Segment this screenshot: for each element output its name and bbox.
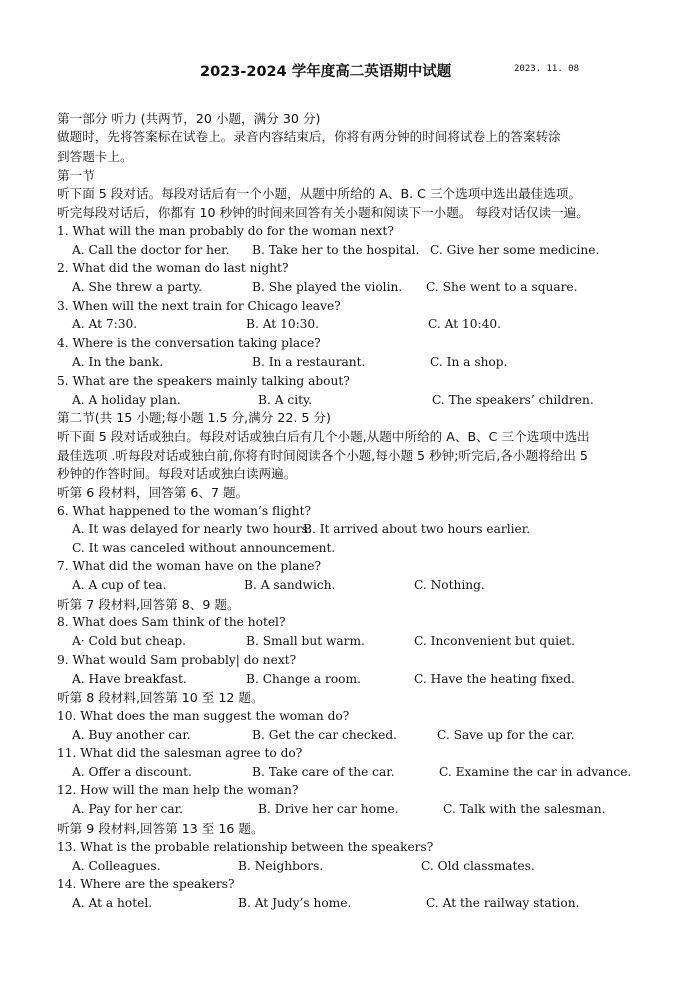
answer-option: B. Drive her car home.: [258, 802, 399, 816]
answer-option: A. Buy another car.: [72, 728, 191, 742]
question-text: 3. When will the next train for Chicago leave?: [57, 299, 341, 313]
question-text: 6. What happened to the woman’s flight?: [57, 504, 312, 518]
answer-option: A. At a hotel.: [72, 896, 153, 910]
answer-option: A. At 7:30.: [72, 317, 138, 331]
section-text: 听完每段对话后，你都有 10 秒钟的时间来回答有关小题和阅读下一小题。 每段对话仅读一遍。: [57, 205, 589, 220]
answer-option: B. Take her to the hospital.: [252, 243, 420, 257]
question-text: 7. What did the woman have on the plane?: [57, 559, 321, 573]
question-text: 14. Where are the speakers?: [57, 877, 235, 891]
answer-option: B. A sandwich.: [244, 578, 336, 592]
answer-option: C. Save up for the car.: [437, 728, 575, 742]
answer-option: C. Examine the car in advance.: [439, 765, 632, 779]
section-text: 听下面 5 段对话或独白。每段对话或独白后有几个小题,从题中所给的 A、B、C 三个选项中选出: [57, 429, 590, 444]
answer-option: A. A holiday plan.: [72, 393, 181, 407]
answer-option: C. At the railway station.: [426, 896, 580, 910]
question-text: 4. Where is the conversation taking place?: [57, 336, 321, 350]
question-text: 10. What does the man suggest the woman do?: [57, 709, 350, 723]
answer-option: A. Offer a discount.: [72, 765, 192, 779]
answer-option: A. A cup of tea.: [72, 578, 167, 592]
exam-title: 2023-2024 学年度高二英语期中试题: [200, 64, 452, 80]
answer-option: A· Cold but cheap.: [72, 634, 187, 648]
answer-option: B. Change a room.: [246, 672, 361, 686]
exam-date: 2023. 11. 08: [514, 64, 580, 74]
section-text: 第二节(共 15 小题;每小题 1.5 分,满分 22. 5 分): [57, 410, 331, 425]
question-text: 9. What would Sam probably| do next?: [57, 653, 297, 667]
answer-option: C. Have the heating fixed.: [414, 672, 575, 686]
question-text: 8. What does Sam think of the hotel?: [57, 615, 286, 629]
question-text: 12. How will the man help the woman?: [57, 783, 299, 797]
answer-option: A. It was delayed for nearly two hours.: [72, 522, 312, 536]
question-text: 1. What will the man probably do for the woman next?: [57, 224, 394, 238]
question-text: 2. What did the woman do last night?: [57, 261, 289, 275]
answer-option: B. Take care of the car.: [252, 765, 395, 779]
section-text: 秒钟的作答时间。每段对话或独白读两遍。: [57, 466, 297, 481]
section-text: 听第 6 段材料，回答第 6、7 题。: [57, 485, 249, 500]
section-text: 第一部分 听力 (共两节，20 小题，满分 30 分): [57, 111, 321, 126]
section-text: 做题时，先将答案标在试卷上。录音内容结束后，你将有两分钟的时间将试卷上的答案转涂: [57, 129, 561, 144]
answer-option: B. She played the violin.: [252, 280, 403, 294]
section-text: 听第 9 段材料,回答第 13 至 16 题。: [57, 821, 264, 836]
answer-option: B. In a restaurant.: [252, 355, 366, 369]
question-text: 5. What are the speakers mainly talking about?: [57, 374, 350, 388]
answer-option: A. Colleagues.: [72, 859, 161, 873]
answer-option: B. At Judy’s home.: [238, 896, 352, 910]
answer-option: B. Small but warm.: [246, 634, 365, 648]
answer-option: A. Call the doctor for her.: [72, 243, 230, 257]
answer-option: B. It arrived about two hours earlier.: [303, 522, 531, 536]
answer-option: B. At 10:30.: [246, 317, 320, 331]
answer-option: C. At 10:40.: [428, 317, 501, 331]
question-text: 11. What did the salesman agree to do?: [57, 746, 303, 760]
answer-option: C. In a shop.: [430, 355, 508, 369]
answer-option: A. Have breakfast.: [72, 672, 187, 686]
section-text: 到答题卡上。: [57, 149, 133, 164]
answer-option: A. Pay for her car.: [72, 802, 183, 816]
answer-option: C. Old classmates.: [421, 859, 535, 873]
question-text: 13. What is the probable relationship between the speakers?: [57, 840, 434, 854]
answer-option: A. In the bank.: [72, 355, 164, 369]
section-text: 第一节: [57, 168, 95, 183]
answer-option: C. Give her some medicine.: [430, 243, 600, 257]
answer-option: B. A city.: [258, 393, 313, 407]
section-text: 听下面 5 段对话。每段对话后有一个小题，从题中所给的 A、B. C 三个选项中选出最佳选项。: [57, 186, 582, 201]
section-text: 听第 7 段材料,回答第 8、9 题。: [57, 597, 240, 612]
answer-option: C. The speakers’ children.: [432, 393, 594, 407]
answer-option: C. Inconvenient but quiet.: [414, 634, 575, 648]
section-text: 最佳选项 .听每段对话或独白前,你将有时间阅读各个小题,每小题 5 秒钟;听完后,各小题将给出 5: [57, 448, 588, 463]
answer-option: A. She threw a party.: [72, 280, 202, 294]
answer-option: C. Nothing.: [414, 578, 485, 592]
answer-option: C. Talk with the salesman.: [443, 802, 606, 816]
answer-option: B. Neighbors.: [238, 859, 324, 873]
answer-option: C. It was canceled without announcement.: [72, 541, 336, 555]
answer-option: C. She went to a square.: [426, 280, 578, 294]
section-text: 听第 8 段材料,回答第 10 至 12 题。: [57, 690, 264, 705]
answer-option: B. Get the car checked.: [252, 728, 398, 742]
